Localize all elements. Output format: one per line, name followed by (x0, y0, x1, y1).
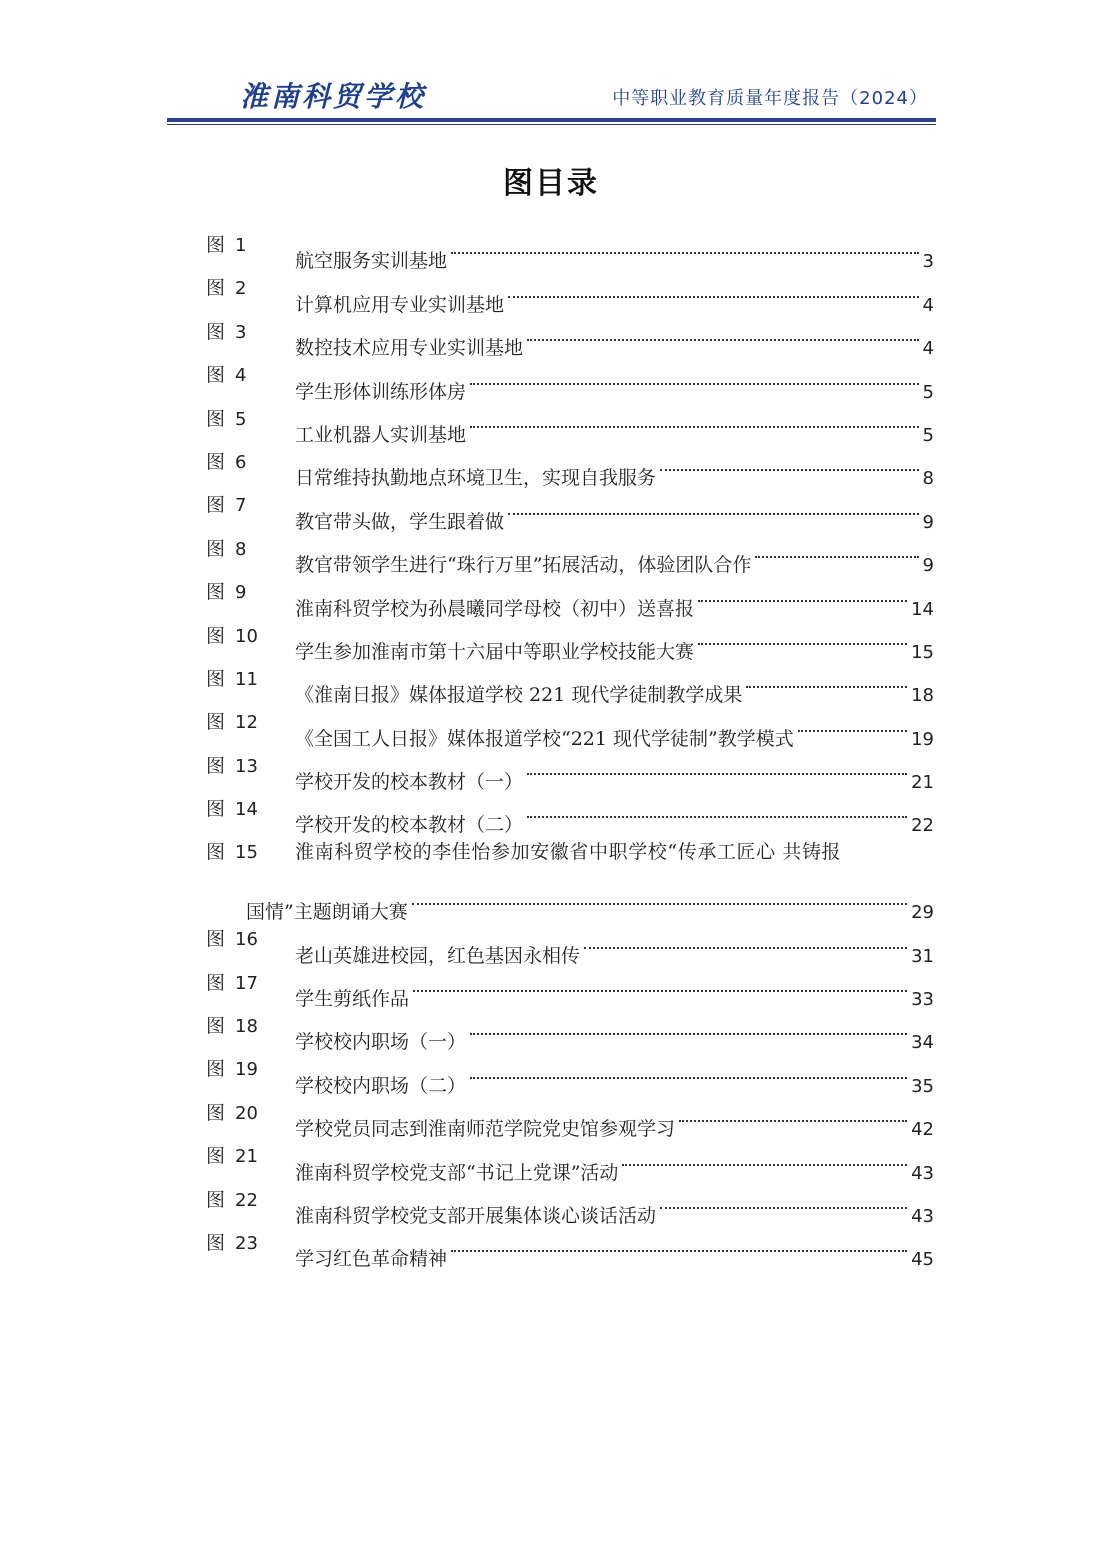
figure-entry[interactable] (206, 398, 934, 446)
figure-title: 数控技术应用专业实训基地 (295, 337, 524, 360)
figure-number: 20 (235, 1102, 258, 1124)
figure-label (206, 1222, 258, 1265)
figure-label (206, 788, 258, 831)
figure-entry[interactable] (206, 615, 934, 663)
figure-page-number: 22 (911, 815, 934, 837)
figure-label (206, 354, 246, 397)
dot-leader (470, 1005, 907, 1048)
figure-entry[interactable] (206, 745, 934, 794)
figure-prefix: 图 (206, 667, 226, 690)
figure-title: 日常维持执勤地点环境卫生，实现自我服务 (295, 467, 657, 490)
figure-label (206, 224, 246, 267)
figure-list (206, 224, 934, 1271)
figure-page-number: 31 (911, 945, 934, 967)
figure-number: 21 (235, 1146, 258, 1168)
figure-label (206, 701, 258, 744)
dot-leader (413, 962, 907, 1005)
figure-prefix: 图 (206, 537, 226, 560)
figure-page-number: 29 (911, 902, 934, 924)
dot-leader (584, 918, 907, 961)
figure-title: 学校开发的校本教材（二） (295, 814, 524, 837)
figure-page-number: 15 (911, 641, 934, 663)
figure-entry[interactable] (206, 788, 934, 837)
dot-leader (660, 1179, 907, 1222)
figure-label (206, 1092, 258, 1135)
figure-label (206, 484, 246, 527)
figure-title: 学习红色革命精神 (295, 1248, 448, 1271)
dot-leader (470, 1048, 907, 1091)
dot-leader (527, 311, 919, 354)
figure-title: 淮南科贸学校党支部“书记上党课”活动 (295, 1161, 619, 1184)
figure-number: 17 (235, 972, 258, 994)
figure-page-number: 33 (911, 989, 934, 1011)
figure-label (206, 918, 258, 961)
figure-title: 学生剪纸作品 (295, 988, 410, 1011)
figure-page-number: 35 (911, 1075, 934, 1097)
figure-entry[interactable] (206, 311, 934, 360)
dot-leader (527, 745, 907, 788)
figure-label (206, 831, 258, 874)
figure-label (206, 1048, 258, 1091)
figure-entry[interactable] (206, 224, 934, 273)
figure-title: 教官带头做，学生跟着做 (295, 510, 505, 533)
figure-prefix: 图 (206, 494, 226, 517)
figure-page-number: 14 (911, 598, 934, 620)
figure-title-continued: 国情”主题朗诵大赛 (246, 901, 408, 924)
dot-leader (508, 484, 919, 527)
figure-entry[interactable] (206, 1135, 934, 1184)
figure-page-number: 34 (911, 1032, 934, 1054)
figure-page-number: 18 (911, 685, 934, 707)
figure-prefix: 图 (206, 581, 226, 604)
school-name-logo: 淮南科贸学校 (240, 80, 427, 113)
dot-leader (679, 1092, 907, 1135)
figure-title: 学校校内职场（一） (295, 1031, 467, 1054)
figure-number: 1 (235, 235, 247, 256)
figure-label (206, 615, 258, 658)
figure-label (206, 528, 246, 571)
figure-page-number: 9 (922, 511, 934, 533)
figure-entry[interactable] (206, 658, 934, 707)
figure-label (206, 398, 246, 441)
figure-entry[interactable] (206, 1005, 934, 1054)
figure-number: 23 (235, 1232, 258, 1254)
figure-label (206, 1179, 258, 1222)
dot-leader (622, 1135, 907, 1178)
figure-prefix: 图 (206, 711, 226, 734)
figure-number: 2 (235, 278, 247, 300)
dot-leader (508, 267, 919, 310)
figure-title: 《全国工人日报》媒体报道学校“221 现代学徒制”教学模式 (295, 727, 794, 750)
figure-page-number: 4 (922, 338, 934, 360)
figure-number: 7 (235, 495, 247, 517)
figure-prefix: 图 (206, 1015, 226, 1038)
header-rule-thick (167, 118, 936, 122)
figure-label (206, 658, 258, 701)
figure-page-number: 42 (911, 1119, 934, 1141)
dot-leader (451, 1222, 907, 1265)
figure-title: 淮南科贸学校的李佳怡参加安徽省中职学校“传承工匠心 共铸报 (295, 841, 842, 864)
figure-entry[interactable] (206, 484, 934, 533)
figure-entry[interactable] (206, 831, 934, 874)
dot-leader (746, 658, 907, 701)
figure-number: 14 (235, 799, 258, 821)
figure-number: 22 (235, 1189, 258, 1211)
figure-title: 航空服务实训基地 (295, 250, 448, 273)
figure-title: 学生参加淮南市第十六届中等职业学校技能大赛 (295, 640, 695, 663)
figure-entry-continuation[interactable] (206, 875, 934, 924)
figure-entry[interactable] (206, 571, 934, 620)
figure-prefix: 图 (206, 841, 226, 864)
figure-number: 18 (235, 1016, 258, 1038)
figure-entry[interactable] (206, 962, 934, 1011)
figure-number: 8 (235, 538, 247, 560)
figure-label (206, 267, 246, 310)
report-title: 中等职业教育质量年度报告（2024） (612, 88, 928, 109)
dot-leader (470, 354, 919, 397)
dot-leader (660, 441, 919, 484)
figure-entry[interactable] (206, 267, 934, 316)
toc-title: 图目录 (503, 166, 599, 201)
figure-label (206, 1005, 258, 1048)
figure-label (206, 1135, 258, 1178)
figure-label (206, 745, 258, 788)
dot-leader (470, 398, 919, 441)
figure-page-number: 43 (911, 1205, 934, 1227)
figure-line (295, 1222, 934, 1282)
figure-page-number: 4 (922, 294, 934, 316)
figure-entry[interactable] (206, 1048, 934, 1097)
figure-number: 15 (235, 842, 258, 864)
figure-entry[interactable] (206, 701, 934, 750)
figure-label (206, 571, 246, 614)
figure-page-number: 8 (922, 468, 934, 490)
figure-entry[interactable] (206, 1179, 934, 1227)
figure-page-number: 19 (911, 728, 934, 750)
figure-number: 3 (235, 321, 247, 343)
figure-page-number: 21 (911, 772, 934, 794)
figure-label (206, 962, 258, 1005)
figure-prefix: 图 (206, 971, 226, 994)
figure-prefix: 图 (206, 624, 226, 647)
figure-number: 10 (235, 625, 258, 647)
figure-prefix: 图 (206, 1188, 226, 1211)
figure-number: 9 (235, 582, 247, 604)
figure-page-number: 43 (911, 1162, 934, 1184)
dot-leader (698, 615, 907, 658)
figure-prefix: 图 (206, 277, 226, 300)
dot-leader (798, 701, 907, 744)
figure-page-number: 5 (922, 381, 934, 403)
page-header (167, 78, 936, 118)
figure-number: 19 (235, 1059, 258, 1081)
figure-entry[interactable] (206, 441, 934, 490)
figure-number: 4 (235, 365, 247, 387)
figure-title: 《淮南日报》媒体报道学校 221 现代学徒制教学成果 (295, 684, 743, 707)
figure-page-number: 3 (922, 251, 934, 273)
figure-title: 学校开发的校本教材（一） (295, 771, 524, 794)
figure-prefix: 图 (206, 407, 226, 430)
figure-number: 12 (235, 712, 258, 734)
figure-prefix: 图 (206, 1058, 226, 1081)
figure-title: 学生形体训练形体房 (295, 380, 467, 403)
figure-prefix: 图 (206, 320, 226, 343)
dot-leader (755, 528, 918, 571)
figure-prefix: 图 (206, 1231, 226, 1254)
figure-label (206, 441, 246, 484)
figure-prefix: 图 (206, 928, 226, 951)
figure-title: 淮南科贸学校党支部开展集体谈心谈话活动 (295, 1204, 657, 1227)
figure-entry[interactable] (206, 354, 934, 403)
figure-label (206, 311, 246, 354)
figure-title: 工业机器人实训基地 (295, 423, 467, 446)
figure-page-number: 5 (922, 424, 934, 446)
figure-title: 老山英雄进校园，红色基因永相传 (295, 944, 581, 967)
figure-entry[interactable] (206, 528, 934, 577)
figure-number: 5 (235, 408, 247, 430)
figure-title: 教官带领学生进行“珠行万里”拓展活动，体验团队合作 (295, 554, 752, 577)
figure-number: 11 (235, 668, 258, 690)
figure-title: 学校党员同志到淮南师范学院党史馆参观学习 (295, 1118, 676, 1141)
dot-leader (698, 571, 907, 614)
figure-prefix: 图 (206, 364, 226, 387)
figure-prefix: 图 (206, 234, 226, 256)
header-rule-thin (167, 124, 936, 125)
figure-prefix: 图 (206, 450, 226, 473)
figure-number: 6 (235, 451, 247, 473)
figure-prefix: 图 (206, 798, 226, 821)
figure-number: 16 (235, 929, 258, 951)
figure-entry[interactable] (206, 1222, 934, 1271)
figure-title: 学校校内职场（二） (295, 1074, 467, 1097)
figure-page-number: 45 (911, 1249, 934, 1271)
dot-leader (527, 788, 907, 831)
figure-page-number: 9 (922, 555, 934, 577)
dot-leader (412, 875, 907, 918)
figure-title: 计算机应用专业实训基地 (295, 293, 505, 316)
figure-entry[interactable] (206, 1092, 934, 1141)
figure-entry[interactable] (206, 918, 934, 967)
figure-prefix: 图 (206, 1145, 226, 1168)
figure-title: 淮南科贸学校为孙晨曦同学母校（初中）送喜报 (295, 597, 695, 620)
figure-prefix: 图 (206, 1101, 226, 1124)
figure-prefix: 图 (206, 754, 226, 777)
figure-number: 13 (235, 755, 258, 777)
figure-line (295, 831, 934, 874)
dot-leader (451, 224, 919, 267)
